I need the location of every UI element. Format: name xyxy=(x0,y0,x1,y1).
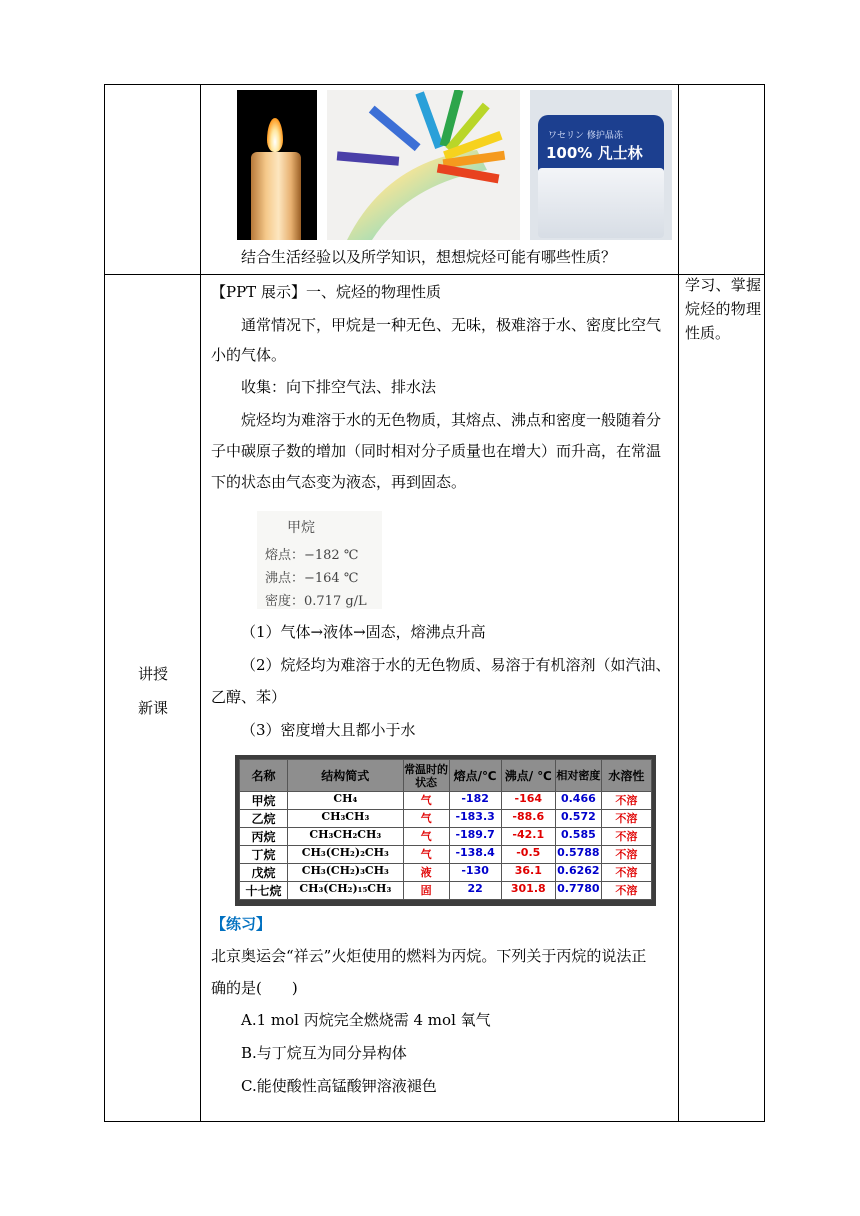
paragraph-line: 烷烃均为难溶于水的无色物质，其熔点、沸点和密度一般随着分 xyxy=(241,411,662,429)
exercise-text: 确的是( ) xyxy=(211,979,298,997)
illustration-row xyxy=(237,90,673,242)
table-header: 沸点/ ℃ xyxy=(501,760,555,792)
point-line: （3）密度增大且都小于水 xyxy=(241,721,416,739)
lecture-row xyxy=(105,275,765,1122)
table-header: 相对密度 xyxy=(555,760,601,792)
section-label-line1: 讲授 xyxy=(137,665,168,683)
table-header: 结构简式 xyxy=(288,760,404,792)
lesson-plan-table xyxy=(104,84,765,1122)
table-row: 乙烷 CH₃CH₃ 气 -183.3 -88.6 0.572 不溶 xyxy=(240,810,652,828)
table-header: 水溶性 xyxy=(601,760,651,792)
learning-goal-text: 学习、掌握烷烃的物理性质。 xyxy=(685,276,761,342)
vaseline-image: ワセリン 修护晶冻 100% 凡士林 xyxy=(530,90,672,240)
intro-row xyxy=(105,85,765,275)
paragraph-line: 收集：向下排空气法、排水法 xyxy=(241,378,437,396)
table-row: 丁烷 CH₃(CH₂)₂CH₃ 气 -138.4 -0.5 0.5788 不溶 xyxy=(240,846,652,864)
alkane-properties-table xyxy=(239,759,652,900)
paragraph-line: 下的状态由气态变为液态，再到固态。 xyxy=(211,473,467,491)
lecture-left-cell xyxy=(105,275,201,1122)
paragraph-line: 子中碳原子数的增加（同时相对分子质量也在增大）而升高，在常温 xyxy=(211,442,662,460)
intro-left-cell xyxy=(105,85,201,275)
chalk-image xyxy=(327,90,520,240)
exercise-label: 【练习】 xyxy=(211,915,272,933)
table-row: 甲烷 CH₄ 气 -182 -164 0.466 不溶 xyxy=(240,792,652,810)
table-header: 熔点/℃ xyxy=(449,760,501,792)
table-row: 丙烷 CH₃CH₂CH₃ 气 -189.7 -42.1 0.585 不溶 xyxy=(240,828,652,846)
section-label-line2: 新课 xyxy=(137,699,168,717)
option-a: A.1 mol 丙烷完全燃烧需 4 mol 氧气 xyxy=(241,1011,491,1029)
table-header: 常温时的状态 xyxy=(403,760,449,792)
lecture-right-cell xyxy=(679,275,765,1122)
candle-image xyxy=(237,90,317,240)
colored-chalk-icon xyxy=(327,90,520,240)
table-header-row xyxy=(240,760,652,792)
point-line: （2）烷烃均为难溶于水的无色物质、易溶于有机溶剂（如汽油、 xyxy=(241,656,671,674)
option-c: C.能使酸性高锰酸钾溶液褪色 xyxy=(241,1077,437,1095)
section-heading: 【PPT 展示】一、烷烃的物理性质 xyxy=(211,283,441,301)
paragraph-line: 通常情况下，甲烷是一种无色、无味，极难溶于水、密度比空气 xyxy=(241,316,662,334)
intro-content-cell xyxy=(201,85,679,275)
option-b: B.与丁烷互为同分异构体 xyxy=(241,1044,407,1062)
question-text: 结合生活经验以及所学知识，想想烷烃可能有哪些性质？ xyxy=(241,248,617,266)
point-line: （1）气体→液体→固态，熔沸点升高 xyxy=(241,623,486,641)
point-line: 乙醇、苯） xyxy=(211,688,287,706)
paragraph-line: 小的气体。 xyxy=(211,346,287,364)
exercise-text: 北京奥运会“祥云”火炬使用的燃料为丙烷。下列关于丙烷的说法正 xyxy=(211,947,647,965)
flame-icon xyxy=(267,118,283,152)
methane-properties-image: 甲烷 熔点：−182 ℃ 沸点：−164 ℃ 密度：0.717 g/L xyxy=(257,511,382,609)
table-row: 戊烷 CH₃(CH₂)₃CH₃ 液 -130 36.1 0.6262 不溶 xyxy=(240,864,652,882)
table-header: 名称 xyxy=(240,760,288,792)
table-row: 十七烷 CH₃(CH₂)₁₅CH₃ 固 22 301.8 0.7780 不溶 xyxy=(240,882,652,900)
lecture-content-cell xyxy=(201,275,679,1122)
